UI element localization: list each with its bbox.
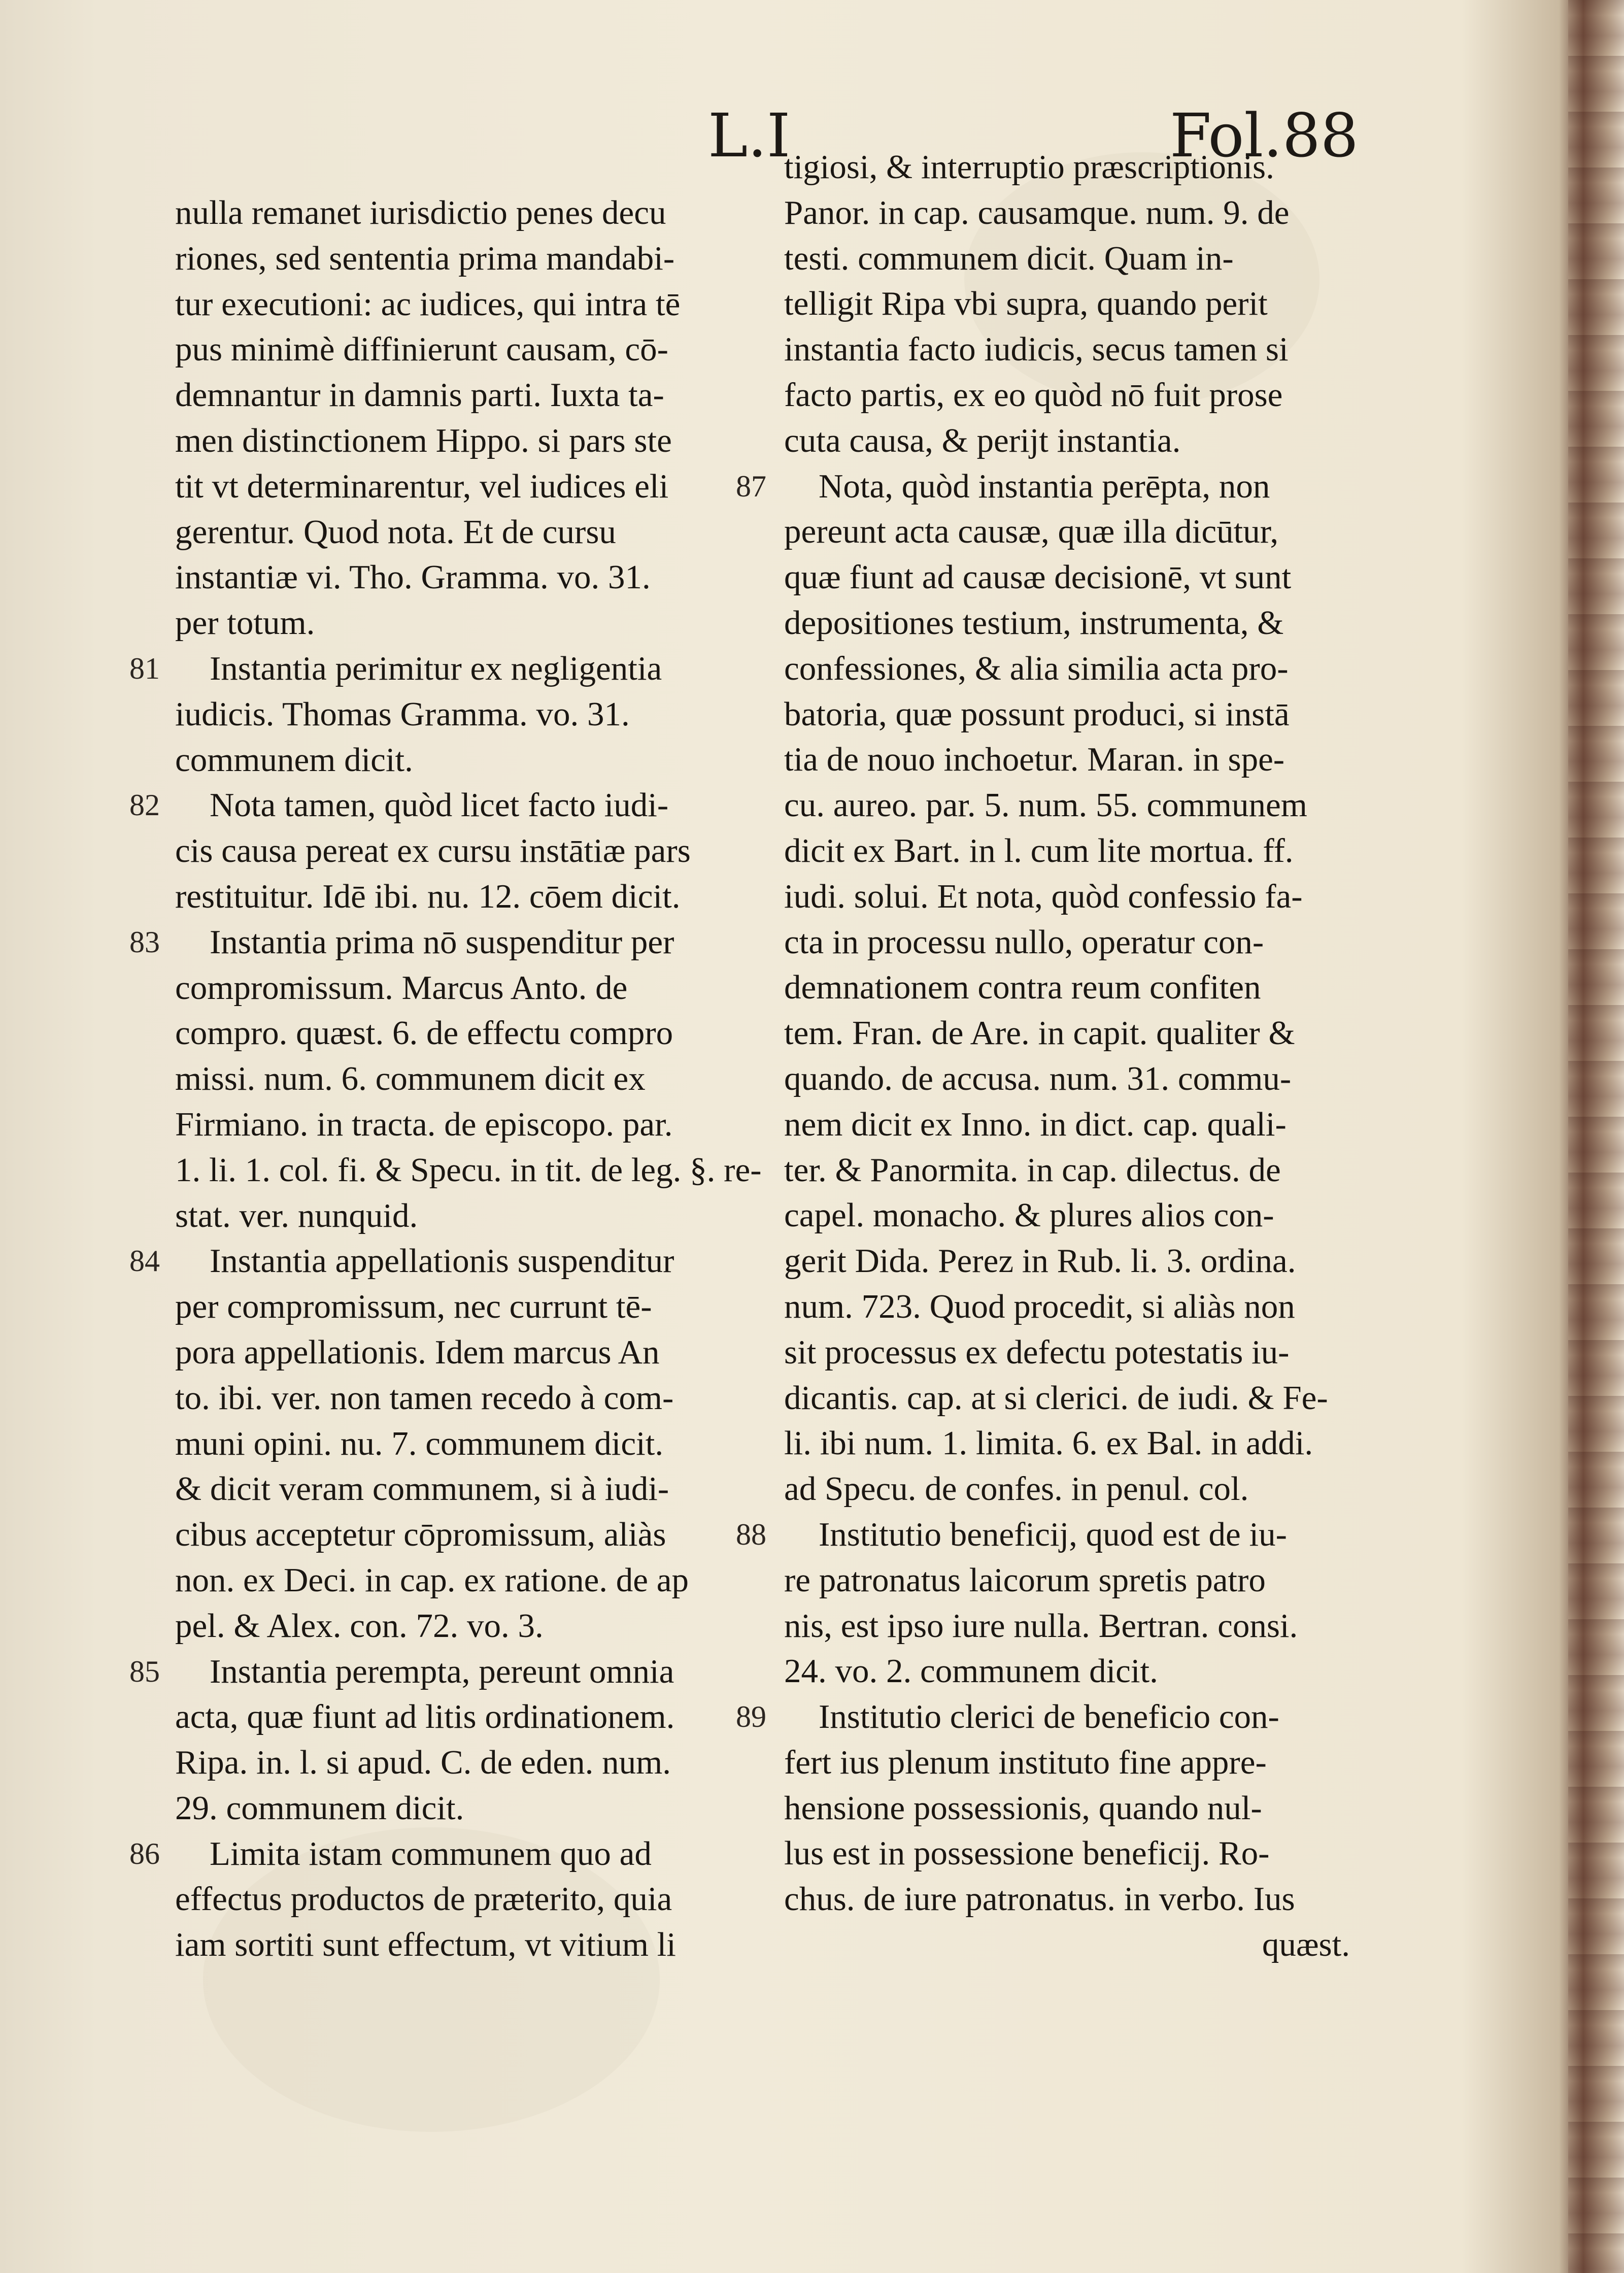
- line-text: iudi. solui. Et nota, quòd confessio fa-: [784, 877, 1303, 915]
- text-line: [784, 1056, 1350, 1102]
- line-text: Limita istam communem quo ad: [210, 1834, 652, 1873]
- line-text: iam sortiti sunt effectum, vt vitium li: [175, 1926, 676, 1964]
- line-text: quæ fiunt ad causæ decisionē, vt sunt: [784, 558, 1292, 596]
- text-line: [784, 1376, 1350, 1421]
- line-text: pora appellationis. Idem marcus An: [175, 1333, 660, 1371]
- line-text: nis, est ipso iure nulla. Bertran. consi.: [784, 1607, 1298, 1645]
- text-line: [175, 1512, 738, 1558]
- line-text: 1. li. 1. col. fi. & Specu. in tit. de leg. §. re-: [175, 1151, 762, 1189]
- text-line: [175, 510, 738, 555]
- text-line: [784, 1466, 1350, 1512]
- text-line: [784, 1102, 1350, 1148]
- text-line: [784, 1193, 1350, 1239]
- text-line: [175, 1786, 738, 1831]
- text-line: [784, 1922, 1350, 1968]
- line-text: re patronatus laicorum spretis patro: [784, 1561, 1266, 1599]
- line-text: lus est in possessione beneficij. Ro-: [784, 1834, 1270, 1873]
- line-text: fert ius plenum instituto fine appre-: [784, 1743, 1267, 1781]
- text-line: [784, 509, 1350, 555]
- line-text: facto partis, ex eo quòd nō fuit prose: [784, 376, 1283, 414]
- line-text: restituitur. Idē ibi. nu. 12. cōem dicit.: [175, 877, 681, 915]
- line-text: pus minimè diffinierunt causam, cō-: [175, 330, 668, 369]
- line-text: tem. Fran. de Are. in capit. qualiter &: [784, 1014, 1295, 1052]
- text-line: [175, 738, 738, 783]
- text-line: [129, 920, 738, 965]
- line-text: ter. & Panormita. in cap. dilectus. de: [784, 1151, 1281, 1189]
- text-line: [129, 783, 738, 828]
- line-text: pel. & Alex. con. 72. vo. 3.: [175, 1607, 544, 1645]
- line-text: cta in processu nullo, operatur con-: [784, 923, 1264, 961]
- paragraph-number: 83: [129, 925, 160, 959]
- signature-mark: L.I: [708, 101, 791, 171]
- text-line: [736, 1694, 1350, 1740]
- page-edge: [1568, 0, 1624, 2273]
- text-line: [175, 1284, 738, 1330]
- text-line: [784, 874, 1350, 920]
- line-text: Institutio clerici de beneficio con-: [819, 1698, 1279, 1736]
- text-line: [175, 692, 738, 738]
- line-text: testi. communem dicit. Quam in-: [784, 239, 1234, 277]
- line-text: Firmiano. in tracta. de episcopo. par.: [175, 1105, 673, 1143]
- text-line: [784, 1284, 1350, 1330]
- line-text: 24. vo. 2. communem dicit.: [784, 1652, 1158, 1690]
- line-text: confessiones, & alia similia acta pro-: [784, 649, 1289, 687]
- line-text: Instantia appellationis suspenditur: [210, 1242, 674, 1280]
- line-text: acta, quæ fiunt ad litis ordinationem.: [175, 1698, 675, 1736]
- line-text: demnantur in damnis parti. Iuxta ta-: [175, 376, 664, 414]
- text-line: [784, 692, 1350, 738]
- text-line: [175, 555, 738, 600]
- line-text: missi. num. 6. communem dicit ex: [175, 1060, 646, 1098]
- line-text: compromissum. Marcus Anto. de: [175, 968, 628, 1007]
- paragraph-number: 86: [129, 1836, 160, 1870]
- line-text: non. ex Deci. in cap. ex ratione. de ap: [175, 1561, 689, 1599]
- text-line: [175, 373, 738, 418]
- text-line: [784, 783, 1350, 828]
- line-text: tit vt determinarentur, vel iudices eli: [175, 467, 669, 505]
- line-text: per totum.: [175, 604, 315, 642]
- line-text: chus. de iure patronatus. in verbo. Ius: [784, 1880, 1295, 1918]
- paragraph-number: 88: [736, 1517, 766, 1551]
- text-line: [175, 418, 738, 464]
- text-line: [175, 1421, 738, 1467]
- text-line: [175, 1011, 738, 1056]
- line-text: batoria, quæ possunt produci, si instā: [784, 695, 1290, 733]
- line-text: quando. de accusa. num. 31. commu-: [784, 1059, 1292, 1097]
- line-text: li. ibi num. 1. limita. 6. ex Bal. in addi.: [784, 1424, 1313, 1462]
- line-text: Institutio beneficij, quod est de iu-: [819, 1515, 1287, 1553]
- text-line: [175, 327, 738, 373]
- paragraph-number: 84: [129, 1244, 160, 1278]
- text-line: [784, 920, 1350, 965]
- text-line: [175, 1603, 738, 1649]
- text-line: [175, 1056, 738, 1102]
- line-text: cuta causa, & perijt instantia.: [784, 421, 1181, 459]
- text-line: [736, 1512, 1350, 1558]
- text-line: [175, 600, 738, 646]
- text-line: [175, 828, 738, 874]
- line-text: compro. quæst. 6. de effectu compro: [175, 1014, 673, 1052]
- text-line: [175, 1330, 738, 1376]
- text-line: [175, 464, 738, 510]
- line-text: men distinctionem Hippo. si pars ste: [175, 421, 672, 459]
- text-line: [784, 1421, 1350, 1466]
- paragraph-number: 82: [129, 788, 160, 822]
- line-text: nulla remanet iurisdictio penes decu: [175, 194, 666, 231]
- line-text: gerentur. Quod nota. Et de cursu: [175, 513, 616, 551]
- line-text: dicantis. cap. at si clerici. de iudi. & Fe-: [784, 1379, 1328, 1417]
- text-line: [175, 1466, 738, 1512]
- line-text: cibus acceptetur cōpromissum, aliàs: [175, 1516, 666, 1554]
- text-line: [784, 965, 1350, 1011]
- line-text: iudicis. Thomas Gramma. vo. 31.: [175, 695, 630, 733]
- line-text: muni opini. nu. 7. communem dicit.: [175, 1424, 664, 1462]
- line-text: tigiosi, & interruptio præscriptionis.: [784, 148, 1274, 186]
- line-text: riones, sed sententia prima mandabi-: [175, 239, 675, 277]
- text-line: [784, 646, 1350, 692]
- folio-number: Fol.88: [1170, 101, 1359, 171]
- text-line: [784, 1740, 1350, 1786]
- text-line: [784, 281, 1350, 327]
- text-line: [175, 1877, 738, 1922]
- line-text: gerit Dida. Perez in Rub. li. 3. ordina.: [784, 1242, 1296, 1280]
- text-line: [784, 1330, 1350, 1376]
- line-text: cis causa pereat ex cursu instātiæ pars: [175, 832, 691, 870]
- line-text: instantia facto iudicis, secus tamen si: [784, 330, 1289, 369]
- paragraph-number: 89: [736, 1700, 766, 1734]
- line-text: stat. ver. nunquid.: [175, 1196, 418, 1234]
- line-text: tia de nouo inchoetur. Maran. in spe-: [784, 741, 1285, 779]
- line-text: sit processus ex defectu potestatis iu-: [784, 1333, 1290, 1371]
- text-line: [175, 190, 738, 236]
- text-line: [784, 1603, 1350, 1649]
- line-text: nem dicit ex Inno. in dict. cap. quali-: [784, 1105, 1287, 1143]
- text-line: [784, 418, 1350, 464]
- text-line: [175, 1193, 738, 1239]
- line-text: instantiæ vi. Tho. Gramma. vo. 31.: [175, 558, 651, 596]
- line-text: quæst.: [1262, 1926, 1350, 1964]
- text-line: [175, 1740, 738, 1786]
- text-line: [784, 1011, 1350, 1056]
- line-text: depositiones testium, instrumenta, &: [784, 604, 1284, 642]
- text-line: [175, 1558, 738, 1603]
- text-line: [784, 828, 1350, 874]
- line-text: capel. monacho. & plures alios con-: [784, 1196, 1274, 1234]
- text-line: [784, 1831, 1350, 1877]
- text-line: [175, 1922, 738, 1968]
- text-line: [784, 327, 1350, 373]
- text-line: [175, 874, 738, 920]
- line-text: per compromissum, nec currunt tē-: [175, 1288, 652, 1326]
- text-line: [175, 1694, 738, 1740]
- text-line: [784, 145, 1350, 190]
- text-line: [129, 1649, 738, 1695]
- text-line: [784, 1558, 1350, 1603]
- line-text: 29. communem dicit.: [175, 1789, 464, 1827]
- line-text: Instantia prima nō suspenditur per: [210, 923, 674, 961]
- text-line: [784, 373, 1350, 418]
- line-text: to. ibi. ver. non tamen recedo à com-: [175, 1379, 674, 1417]
- text-line: [784, 1239, 1350, 1284]
- text-line: [784, 190, 1350, 236]
- line-text: & dicit veram communem, si à iudi-: [175, 1470, 669, 1508]
- text-line: [175, 1376, 738, 1421]
- line-text: Nota tamen, quòd licet facto iudi-: [210, 786, 669, 824]
- text-line: [175, 282, 738, 327]
- text-line: [175, 1102, 738, 1148]
- text-line: [784, 1786, 1350, 1831]
- line-text: effectus productos de præterito, quia: [175, 1880, 672, 1918]
- line-text: Instantia perimitur ex negligentia: [210, 649, 662, 687]
- text-line: [129, 1831, 738, 1877]
- text-line: [784, 600, 1350, 646]
- text-line: [784, 737, 1350, 783]
- line-text: telligit Ripa vbi supra, quando perit: [784, 285, 1268, 323]
- line-text: num. 723. Quod procedit, si aliàs non: [784, 1287, 1295, 1325]
- line-text: Panor. in cap. causamque. num. 9. de: [784, 193, 1290, 231]
- line-text: pereunt acta causæ, quæ illa dicūtur,: [784, 513, 1279, 551]
- text-line: [129, 646, 738, 692]
- paragraph-number: 87: [736, 469, 766, 503]
- line-text: communem dicit.: [175, 741, 413, 779]
- text-line: [175, 236, 738, 282]
- paragraph-number: 85: [129, 1654, 160, 1688]
- text-line: [175, 1148, 762, 1193]
- line-text: ad Specu. de confes. in penul. col.: [784, 1470, 1249, 1508]
- text-line: [736, 464, 1350, 510]
- text-line: [784, 1649, 1350, 1694]
- line-text: cu. aureo. par. 5. num. 55. communem: [784, 786, 1307, 824]
- text-line: [784, 1148, 1350, 1193]
- line-text: dicit ex Bart. in l. cum lite mortua. ff.: [784, 831, 1294, 870]
- text-line: [175, 965, 738, 1011]
- right-text-column: [736, 145, 1350, 1968]
- text-line: [784, 236, 1350, 282]
- line-text: Nota, quòd instantia perēpta, non: [819, 467, 1270, 505]
- line-text: demnationem contra reum confiten: [784, 968, 1261, 1007]
- text-line: [129, 1239, 738, 1284]
- line-text: Ripa. in. l. si apud. C. de eden. num.: [175, 1744, 671, 1782]
- text-line: [784, 555, 1350, 600]
- text-line: [784, 1877, 1350, 1922]
- line-text: hensione possessionis, quando nul-: [784, 1789, 1262, 1827]
- line-text: Instantia perempta, pereunt omnia: [210, 1652, 674, 1690]
- line-text: tur executioni: ac iudices, qui intra tē: [175, 285, 681, 323]
- paragraph-number: 81: [129, 651, 160, 685]
